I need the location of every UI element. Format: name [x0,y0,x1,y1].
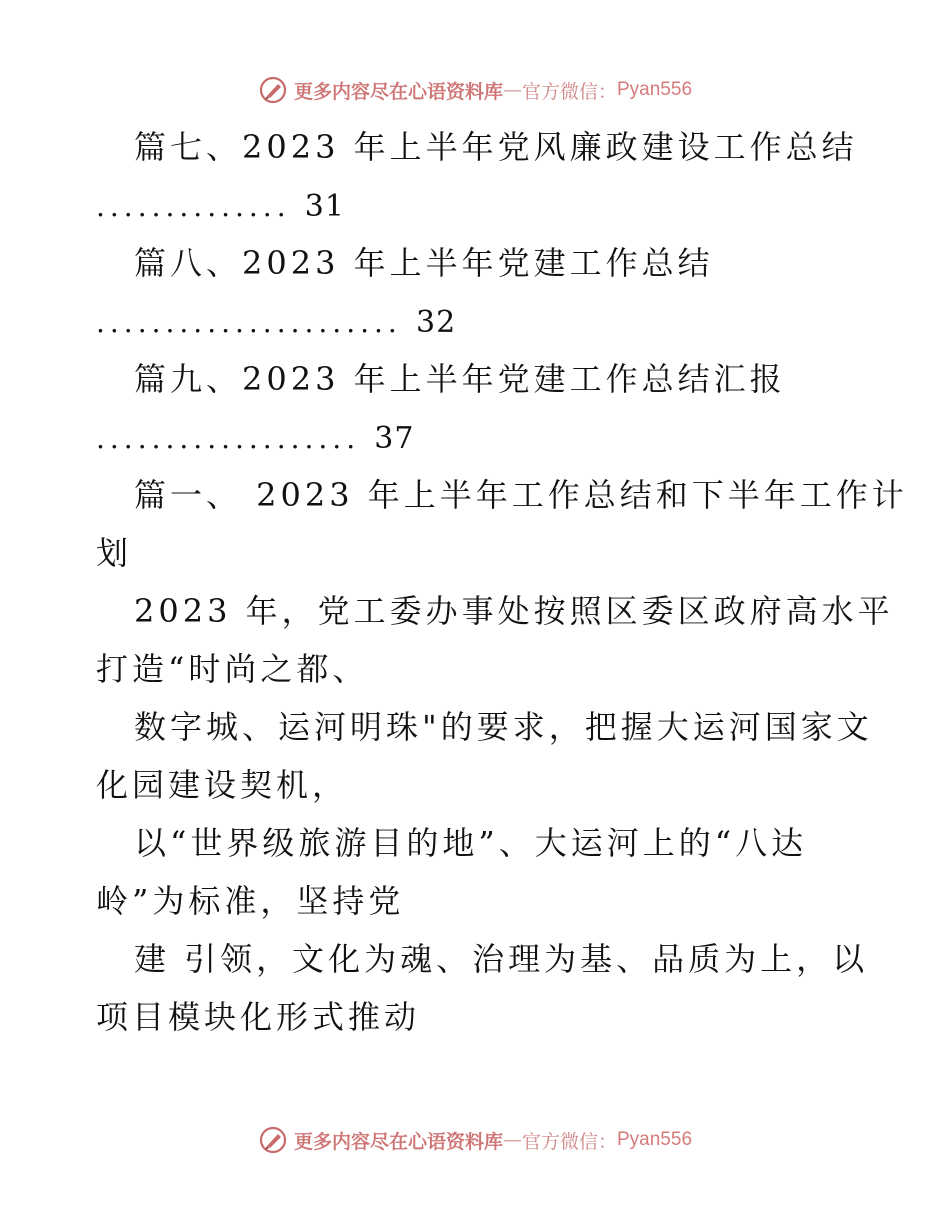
section-heading: 篇一、 2023 年上半年工作总结和下半年工作计 [134,476,908,514]
toc-entry-title: 篇七、2023 年上半年党风廉政建设工作总结 [134,128,858,166]
banner-brand-text: 更多内容尽在心语资料库 [293,80,503,103]
body-text-line: 项目模块化形式推动 [96,998,421,1036]
document-body [96,118,908,1046]
toc-page-number: 31 [304,189,345,224]
section-heading-continued: 划 [96,534,133,572]
banner-wechat-label: 官方微信： [521,1130,617,1153]
banner-account-id: Pyan556 [617,1129,693,1150]
banner-brand-text: 更多内容尽在心语资料库 [293,1130,503,1153]
toc-entry-leader [96,176,856,234]
body-text-line: 以“世界级旅游目的地”、大运河上的“八达 [134,824,808,862]
body-text-line: 建 引领，文化为魂、治理为基、品质为上，以 [134,940,869,978]
toc-dot-leader: ...................... [96,306,402,339]
pen-logo-icon [258,1125,288,1155]
toc-entry-title: 篇九、2023 年上半年党建工作总结汇报 [134,360,786,398]
footer-watermark-banner [0,1120,950,1160]
toc-dot-leader: .............. [96,190,291,223]
toc-entry-leader [96,292,856,350]
toc-dot-leader: ................... [96,422,361,455]
body-text-line: 化园建设契机， [96,766,349,804]
banner-separator: — [502,1129,522,1151]
header-watermark-banner [0,70,950,110]
body-text-line: 2023 年，党工委办事处按照区委区政府高水平 [134,592,894,630]
banner-account-id: Pyan556 [617,79,693,100]
toc-page-number: 32 [415,305,457,340]
banner-separator: — [502,79,522,101]
banner-wechat-label: 官方微信： [521,80,617,103]
toc-entry-title: 篇八、2023 年上半年党建工作总结 [134,244,714,282]
pen-logo-icon [258,75,288,105]
body-text-line: 打造“时尚之都、 [96,650,369,688]
toc-page-number: 37 [374,421,415,456]
toc-entry-leader [96,408,856,466]
body-text-line: 岭”为标准，坚持党 [96,882,405,920]
body-text-line: 数字城、运河明珠"的要求，把握大运河国家文 [134,708,873,746]
